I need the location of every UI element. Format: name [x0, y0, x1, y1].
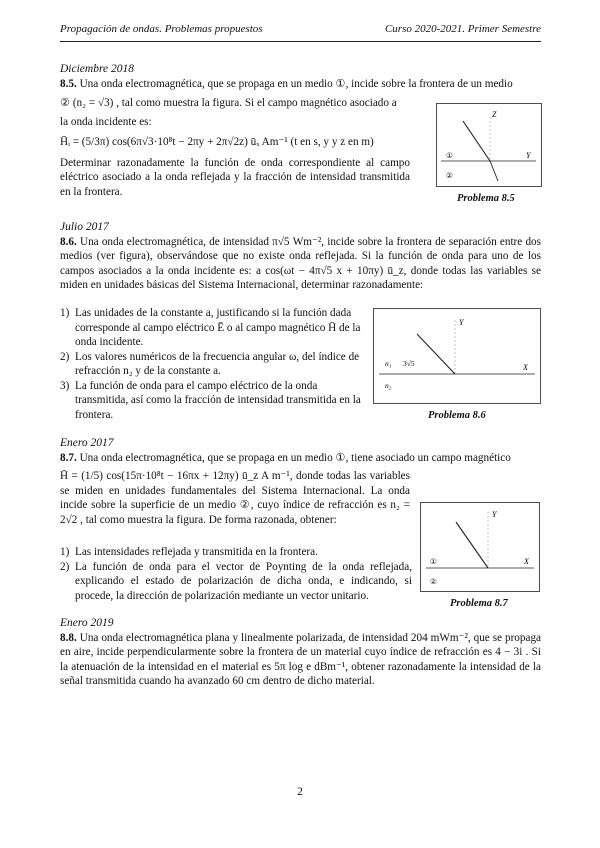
axis-label-y: Y: [526, 151, 531, 160]
header-left: Propagación de ondas. Problemas propuestos: [60, 23, 263, 35]
figure-caption: Problema 8.6: [428, 410, 486, 421]
problem-8-5-left: [60, 96, 410, 199]
medium-2-index: n₂: [385, 381, 392, 390]
formula: a cos(ωt − 4π√5 x + 10πy) ū_z: [255, 264, 404, 277]
problem-8-6-items: [60, 306, 366, 422]
list-item: 1) Las unidades de la constante a, justificando si la función dada corresponde al campo eléctrico Ē o al campo magnético H̄ de la onda incidente.: [60, 307, 361, 348]
problem-date: Enero 2017: [60, 437, 114, 449]
list-item-text: Las unidades de la constante a, justificando si la función dada corresponde al campo eléctrico Ē o al campo magnético H̄ de la onda incidente.: [75, 307, 361, 348]
formula: H̄ᵢ = (5/3π) cos(6π√3·10⁸t − 2πy + 2π√2z) ūₓ Am⁻¹ (t en s, y y z en m): [60, 136, 374, 148]
problem-number: 8.5.: [60, 77, 77, 90]
problem-text: Una onda electromagnética, que se propaga en un medio ①, incide sobre la frontera de un medio: [79, 77, 513, 90]
incident-ray: [417, 334, 455, 374]
problem-number: 8.7.: [60, 451, 77, 464]
axis-label-y: Y: [459, 318, 464, 327]
problem-number: 8.8.: [60, 631, 77, 644]
medium-1-label: ①: [430, 557, 437, 566]
axis-label-x: X: [523, 363, 528, 372]
problem-body: [60, 631, 541, 689]
medium-1-index: n₁: [385, 359, 392, 368]
figure-8-5: [436, 103, 542, 187]
axis-label-z: Z: [492, 110, 497, 119]
problem-text-after: [60, 469, 410, 527]
problem-number: 8.6.: [60, 235, 77, 248]
problem-date: Julio 2017: [60, 221, 109, 233]
figure-caption: Problema 8.7: [450, 598, 508, 609]
page-number: 2: [297, 786, 303, 798]
axis-label-x: X: [524, 557, 529, 566]
problem-text-line: [60, 77, 541, 92]
medium-1-label: ①: [446, 151, 453, 160]
problem-body: Determinar razonadamente la función de onda correspondiente al campo eléctrico asociado a la onda reflejada y la fracción de intensidad transmitida en la frontera.: [60, 156, 410, 198]
list-item: 2) La función de onda para el vector de Poynting de la onda reflejada, explicando el estado de polarización de dicha onda, e indicando, si procede, la dirección de polarización mediante un vector unitario.: [60, 560, 412, 602]
axis-label-y: Y: [492, 510, 497, 519]
figure-8-6: [373, 308, 541, 404]
problem-text: Una onda electromagnética, de intensidad π√5 Wm⁻², incide sobre la frontera de separación entre dos medios (ver figura), observándose que no existe onda reflejada. Si la función de onda para uno de los campos asociados a la onda incidente es:: [60, 235, 541, 277]
problem-intro: [60, 235, 541, 293]
figure-caption: Problema 8.5: [457, 193, 515, 204]
medium-2-label: ②: [446, 171, 453, 180]
problem-text: Una onda electromagnética plana y linealmente polarizada, de intensidad 204 mWm⁻², que se propaga en aire, incide perpendicularmente sobre la frontera de un material cuyo índice de refracción es 4 − 3i . Si la atenuación de la intensidad en el material es 5π log e dBm⁻¹, obtener razonadamente la intensidad de la señal transmitida cuando ha avanzado 60 cm dentro de dicho material.: [60, 631, 542, 687]
problem-8-5: [60, 62, 541, 91]
problem-text-line: la onda incidente es:: [60, 115, 152, 128]
problem-8-6: [60, 220, 541, 293]
problem-text-line: ② (n₂ = √3) , tal como muestra la figura. Si el campo magnético asociado a: [60, 97, 397, 109]
header-right: Curso 2020-2021. Primer Semestre: [384, 23, 541, 35]
list-item-text: La función de onda para el campo eléctrico de la onda transmitida, así como la fracción de intensidad transmitida en la frontera.: [75, 379, 361, 421]
list-item-text: Los valores numéricos de la frecuencia angular ω, del índice de refracción n₂ y de la constante a.: [75, 350, 360, 377]
transmitted-ray: [490, 161, 498, 181]
list-item: 1) Las intensidades reflejada y transmitida en la frontera.: [60, 546, 318, 558]
problem-text: , donde todas las variables se miden en unidades fundamentales del Sistema Internacional. La onda incide sobre la superficie de un medio ②, cuyo índice de refracción es n₂ = 2√2 , tal como muestra la figura. De forma razonada, obtener:: [60, 470, 410, 526]
formula: H̄ = (1/5) cos(15π·10⁸t − 16πx + 12πy) ū_z A m⁻¹: [60, 470, 290, 482]
problem-text: , donde todas las variables se miden en unidades básicas del Sistema Internacional, determinar razonadamente:: [60, 264, 541, 291]
list-item: 2) Los valores numéricos de la frecuencia angular ω, del índice de refracción n₂ y de la constante a.: [60, 350, 360, 377]
problem-intro: [60, 451, 541, 466]
question-list: [60, 306, 366, 422]
medium-1-value: 3√5: [403, 359, 415, 368]
figure-frame: [374, 309, 541, 404]
figure-8-7: [420, 502, 540, 592]
header-rule: [60, 41, 541, 42]
medium-2-label: ②: [430, 577, 437, 586]
incident-ray: [463, 121, 490, 161]
incident-ray: [456, 522, 488, 568]
problem-text: Una onda electromagnética, que se propaga en un medio ①, tiene asociado un campo magnético: [79, 451, 511, 464]
problem-8-7-items: [60, 545, 412, 603]
problem-date: Diciembre 2018: [60, 63, 134, 75]
problem-date: Enero 2019: [60, 617, 114, 629]
figure-frame: [421, 503, 540, 592]
list-item: 3) La función de onda para el campo eléctrico de la onda transmitida, así como la fracción de intensidad transmitida en la frontera.: [60, 379, 361, 421]
list-item-text: Las intensidades reflejada y transmitida en la frontera.: [75, 546, 318, 558]
problem-8-8: [60, 616, 541, 689]
list-item-text: La función de onda para el vector de Poynting de la onda reflejada, explicando el estado de polarización de dicha onda, e indicando, si procede, la dirección de polarización mediante un vector unitario.: [75, 560, 412, 602]
question-list: [60, 545, 412, 603]
